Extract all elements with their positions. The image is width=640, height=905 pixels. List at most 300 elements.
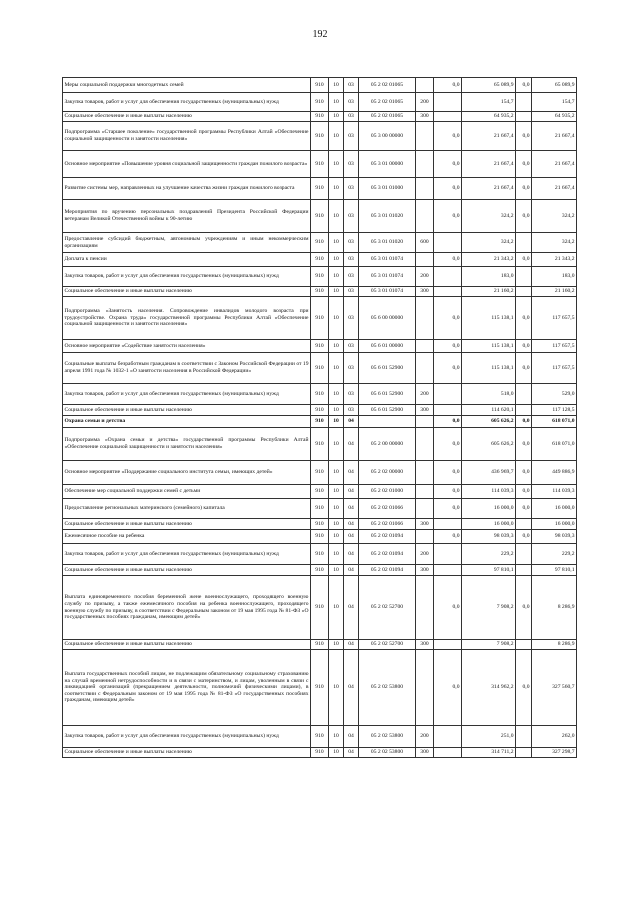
expense-type-code <box>416 353 434 384</box>
amount-3: 0,0 <box>516 178 532 200</box>
amount-4: 21 667,4 <box>532 178 577 200</box>
amount-1: 0,0 <box>434 485 462 499</box>
subsection-code: 03 <box>344 297 359 340</box>
amount-1: 0,0 <box>434 428 462 461</box>
amount-1: 0,0 <box>434 200 462 233</box>
target-article-code: 05 2 02 01066 <box>359 499 416 519</box>
amount-1 <box>434 726 462 748</box>
target-article-code: 05 2 02 01094 <box>359 530 416 544</box>
row-name: Закупка товаров, работ и услуг для обеспечения государственных (муниципальных) нужд <box>63 384 311 405</box>
amount-3 <box>516 287 532 297</box>
amount-2: 7 908,2 <box>462 576 516 640</box>
section-code: 10 <box>329 576 344 640</box>
target-article-code: 05 2 02 01094 <box>359 544 416 565</box>
section-code: 10 <box>329 640 344 650</box>
subsection-code: 04 <box>344 544 359 565</box>
amount-1 <box>434 287 462 297</box>
section-code: 10 <box>329 428 344 461</box>
target-article-code: 05 2 00 00000 <box>359 428 416 461</box>
amount-3 <box>516 233 532 253</box>
amount-2: 154,7 <box>462 93 516 112</box>
subsection-code: 03 <box>344 384 359 405</box>
table-row <box>63 200 577 233</box>
target-article-code: 05 3 01 01074 <box>359 253 416 267</box>
row-name: Выплата единовременного пособия беременной жене военнослужащего, проходящего военную службу по призыву, а также ежемесячного пособия на ребенка военнослужащего, проходящего военную службу по призыву, в соответствии с Федеральным законом от 19 мая 1995 года № 81-ФЗ «О государственных пособиях гражданам, имеющим детей» <box>63 576 311 640</box>
row-name: Закупка товаров, работ и услуг для обеспечения государственных (муниципальных) нужд <box>63 544 311 565</box>
subsection-code: 04 <box>344 485 359 499</box>
ministry-code: 910 <box>311 519 329 530</box>
section-code: 10 <box>329 297 344 340</box>
amount-3 <box>516 519 532 530</box>
amount-3: 0,0 <box>516 78 532 93</box>
section-code: 10 <box>329 544 344 565</box>
target-article-code: 05 3 01 01020 <box>359 233 416 253</box>
amount-3 <box>516 112 532 122</box>
ministry-code: 910 <box>311 122 329 151</box>
amount-3 <box>516 565 532 576</box>
section-code: 10 <box>329 384 344 405</box>
amount-2: 518,0 <box>462 384 516 405</box>
amount-2: 7 908,2 <box>462 640 516 650</box>
table-row <box>63 428 577 461</box>
amount-2: 115 138,1 <box>462 353 516 384</box>
amount-2: 21 667,4 <box>462 178 516 200</box>
amount-3 <box>516 748 532 758</box>
row-name: Социальное обеспечение и иные выплаты населению <box>63 519 311 530</box>
amount-4: 21 343,2 <box>532 253 577 267</box>
amount-1: 0,0 <box>434 178 462 200</box>
amount-4: 8 286,9 <box>532 576 577 640</box>
amount-4: 64 935,2 <box>532 112 577 122</box>
amount-4: 262,0 <box>532 726 577 748</box>
amount-4: 117 657,5 <box>532 353 577 384</box>
table-row <box>63 416 577 428</box>
subsection-code: 03 <box>344 233 359 253</box>
ministry-code: 910 <box>311 93 329 112</box>
ministry-code: 910 <box>311 384 329 405</box>
subsection-code: 04 <box>344 565 359 576</box>
ministry-code: 910 <box>311 112 329 122</box>
table-row <box>63 748 577 758</box>
ministry-code: 910 <box>311 178 329 200</box>
amount-4: 618 071,0 <box>532 428 577 461</box>
table-row <box>63 93 577 112</box>
subsection-code: 04 <box>344 519 359 530</box>
subsection-code: 04 <box>344 461 359 485</box>
expense-type-code: 300 <box>416 640 434 650</box>
amount-3: 0,0 <box>516 428 532 461</box>
section-code: 10 <box>329 178 344 200</box>
row-name: Социальные выплаты безработным гражданам в соответствии с Законом Российской Федерации от 19 апреля 1991 года № 1032-1 «О занятости населения в Российской Федерации» <box>63 353 311 384</box>
subsection-code: 03 <box>344 112 359 122</box>
target-article-code: 05 3 01 01074 <box>359 287 416 297</box>
subsection-code: 04 <box>344 530 359 544</box>
amount-4: 618 071,0 <box>532 416 577 428</box>
row-name: Социальное обеспечение и иные выплаты населению <box>63 565 311 576</box>
amount-3 <box>516 726 532 748</box>
section-code: 10 <box>329 499 344 519</box>
amount-4: 98 039,3 <box>532 530 577 544</box>
section-code: 10 <box>329 650 344 726</box>
target-article-code: 05 3 00 00000 <box>359 122 416 151</box>
expense-type-code <box>416 485 434 499</box>
row-name: Развитие системы мер, направленных на улучшение качества жизни граждан пожилого возраста <box>63 178 311 200</box>
amount-4: 16 000,0 <box>532 499 577 519</box>
ministry-code: 910 <box>311 253 329 267</box>
amount-2: 97 810,1 <box>462 565 516 576</box>
expense-type-code: 300 <box>416 112 434 122</box>
expense-type-code <box>416 650 434 726</box>
amount-3: 0,0 <box>516 253 532 267</box>
row-name: Социальное обеспечение и иные выплаты населению <box>63 748 311 758</box>
amount-4: 117 657,5 <box>532 297 577 340</box>
amount-4: 324,2 <box>532 200 577 233</box>
table-row <box>63 253 577 267</box>
amount-2: 21 160,2 <box>462 287 516 297</box>
ministry-code: 910 <box>311 499 329 519</box>
ministry-code: 910 <box>311 297 329 340</box>
section-code: 10 <box>329 287 344 297</box>
amount-1: 0,0 <box>434 650 462 726</box>
amount-1: 0,0 <box>434 151 462 178</box>
amount-2: 314 711,2 <box>462 748 516 758</box>
amount-4: 449 886,9 <box>532 461 577 485</box>
amount-3 <box>516 384 532 405</box>
expense-type-code: 600 <box>416 233 434 253</box>
subsection-code: 04 <box>344 726 359 748</box>
ministry-code: 910 <box>311 544 329 565</box>
page-number: 192 <box>312 29 328 40</box>
ministry-code: 910 <box>311 78 329 93</box>
amount-3: 0,0 <box>516 576 532 640</box>
amount-3: 0,0 <box>516 650 532 726</box>
expense-type-code: 200 <box>416 726 434 748</box>
expense-type-code: 200 <box>416 544 434 565</box>
row-name: Предоставление региональных материнского (семейного) капитала <box>63 499 311 519</box>
table-row <box>63 287 577 297</box>
target-article-code: 05 3 01 01000 <box>359 178 416 200</box>
amount-1 <box>434 405 462 416</box>
amount-2: 115 138,1 <box>462 340 516 353</box>
target-article-code: 05 3 01 00000 <box>359 151 416 178</box>
row-name: Социальное обеспечение и иные выплаты населению <box>63 405 311 416</box>
section-code: 10 <box>329 253 344 267</box>
section-code: 10 <box>329 78 344 93</box>
expense-type-code <box>416 200 434 233</box>
amount-1: 0,0 <box>434 122 462 151</box>
expense-type-code <box>416 428 434 461</box>
target-article-code: 05 2 02 01000 <box>359 485 416 499</box>
ministry-code: 910 <box>311 200 329 233</box>
ministry-code: 910 <box>311 640 329 650</box>
ministry-code: 910 <box>311 461 329 485</box>
amount-3: 0,0 <box>516 340 532 353</box>
amount-4: 8 286,9 <box>532 640 577 650</box>
amount-1 <box>434 267 462 287</box>
amount-1: 0,0 <box>434 353 462 384</box>
table-row <box>63 353 577 384</box>
amount-1: 0,0 <box>434 340 462 353</box>
table-row <box>63 565 577 576</box>
row-name: Охрана семьи и детства <box>63 416 311 428</box>
amount-4: 154,7 <box>532 93 577 112</box>
row-name: Меры социальной поддержки многодетных семей <box>63 78 311 93</box>
expense-type-code: 200 <box>416 267 434 287</box>
amount-3 <box>516 93 532 112</box>
section-code: 10 <box>329 340 344 353</box>
amount-4: 229,2 <box>532 544 577 565</box>
row-name: Основное мероприятие «Повышение уровня социальной защищенности граждан пожилого возраста» <box>63 151 311 178</box>
amount-3: 0,0 <box>516 530 532 544</box>
table-row <box>63 340 577 353</box>
amount-1 <box>434 519 462 530</box>
row-name: Закупка товаров, работ и услуг для обеспечения государственных (муниципальных) нужд <box>63 267 311 287</box>
amount-4: 324,2 <box>532 233 577 253</box>
ministry-code: 910 <box>311 340 329 353</box>
section-code: 10 <box>329 267 344 287</box>
ministry-code: 910 <box>311 287 329 297</box>
amount-3: 0,0 <box>516 499 532 519</box>
expense-type-code <box>416 122 434 151</box>
amount-2: 21 667,4 <box>462 122 516 151</box>
ministry-code: 910 <box>311 726 329 748</box>
subsection-code: 03 <box>344 353 359 384</box>
table-row <box>63 544 577 565</box>
row-name: Социальное обеспечение и иные выплаты населению <box>63 640 311 650</box>
amount-2: 324,2 <box>462 233 516 253</box>
amount-1 <box>434 233 462 253</box>
amount-2: 324,2 <box>462 200 516 233</box>
amount-4: 21 667,4 <box>532 122 577 151</box>
table-row <box>63 297 577 340</box>
table-row <box>63 405 577 416</box>
amount-2: 605 626,2 <box>462 416 516 428</box>
section-code: 10 <box>329 93 344 112</box>
table-body <box>63 78 577 758</box>
amount-4: 65 089,9 <box>532 78 577 93</box>
row-name: Обеспечение мер социальной поддержки семей с детьми <box>63 485 311 499</box>
target-article-code: 05 6 01 52900 <box>359 405 416 416</box>
amount-2: 229,2 <box>462 544 516 565</box>
subsection-code: 03 <box>344 340 359 353</box>
amount-1 <box>434 112 462 122</box>
section-code: 10 <box>329 485 344 499</box>
expense-type-code <box>416 151 434 178</box>
section-code: 10 <box>329 405 344 416</box>
subsection-code: 04 <box>344 416 359 428</box>
expense-type-code <box>416 178 434 200</box>
amount-2: 16 000,0 <box>462 499 516 519</box>
amount-2: 115 138,1 <box>462 297 516 340</box>
subsection-code: 04 <box>344 640 359 650</box>
expense-type-code <box>416 576 434 640</box>
amount-1: 0,0 <box>434 297 462 340</box>
amount-2: 114 620,1 <box>462 405 516 416</box>
subsection-code: 04 <box>344 499 359 519</box>
ministry-code: 910 <box>311 428 329 461</box>
amount-4: 327 560,7 <box>532 650 577 726</box>
ministry-code: 910 <box>311 405 329 416</box>
table-row <box>63 233 577 253</box>
table-row <box>63 78 577 93</box>
expense-type-code: 300 <box>416 748 434 758</box>
ministry-code: 910 <box>311 650 329 726</box>
section-code: 10 <box>329 748 344 758</box>
subsection-code: 03 <box>344 253 359 267</box>
expense-type-code: 200 <box>416 93 434 112</box>
row-name: Основное мероприятие «Поддержание социального института семьи, имеющих детей» <box>63 461 311 485</box>
ministry-code: 910 <box>311 233 329 253</box>
table-row <box>63 267 577 287</box>
section-code: 10 <box>329 461 344 485</box>
table-row <box>63 151 577 178</box>
amount-1 <box>434 384 462 405</box>
table-row <box>63 726 577 748</box>
section-code: 10 <box>329 122 344 151</box>
amount-2: 98 039,3 <box>462 530 516 544</box>
ministry-code: 910 <box>311 267 329 287</box>
amount-3 <box>516 640 532 650</box>
amount-4: 21 667,4 <box>532 151 577 178</box>
amount-2: 65 089,9 <box>462 78 516 93</box>
ministry-code: 910 <box>311 485 329 499</box>
subsection-code: 03 <box>344 405 359 416</box>
expense-type-code <box>416 253 434 267</box>
amount-3 <box>516 405 532 416</box>
subsection-code: 03 <box>344 151 359 178</box>
row-name: Закупка товаров, работ и услуг для обеспечения государственных (муниципальных) нужд <box>63 93 311 112</box>
row-name: Ежемесячное пособие на ребенка <box>63 530 311 544</box>
amount-4: 327 298,7 <box>532 748 577 758</box>
amount-3: 0,0 <box>516 416 532 428</box>
target-article-code: 05 2 02 52700 <box>359 576 416 640</box>
amount-2: 16 000,0 <box>462 519 516 530</box>
amount-4: 529,0 <box>532 384 577 405</box>
ministry-code: 910 <box>311 530 329 544</box>
table-row <box>63 530 577 544</box>
amount-2: 251,0 <box>462 726 516 748</box>
subsection-code: 03 <box>344 178 359 200</box>
row-name: Социальное обеспечение и иные выплаты населению <box>63 112 311 122</box>
target-article-code: 05 6 01 52900 <box>359 384 416 405</box>
amount-2: 114 039,3 <box>462 485 516 499</box>
table-row <box>63 576 577 640</box>
expense-type-code: 300 <box>416 519 434 530</box>
ministry-code: 910 <box>311 576 329 640</box>
row-name: Доплата к пенсии <box>63 253 311 267</box>
table-row <box>63 640 577 650</box>
amount-1 <box>434 748 462 758</box>
target-article-code: 05 6 00 00000 <box>359 297 416 340</box>
target-article-code: 05 3 01 01074 <box>359 267 416 287</box>
target-article-code: 05 2 02 01066 <box>359 519 416 530</box>
expense-type-code <box>416 416 434 428</box>
subsection-code: 03 <box>344 93 359 112</box>
target-article-code: 05 2 02 53800 <box>359 748 416 758</box>
amount-1 <box>434 93 462 112</box>
amount-3: 0,0 <box>516 297 532 340</box>
table-row <box>63 461 577 485</box>
expense-type-code <box>416 499 434 519</box>
amount-3: 0,0 <box>516 485 532 499</box>
amount-1 <box>434 640 462 650</box>
budget-table <box>62 77 577 758</box>
subsection-code: 03 <box>344 78 359 93</box>
row-name: Предоставление субсидий бюджетным, автономным учреждениям и иным некоммерческим организациям <box>63 233 311 253</box>
section-code: 10 <box>329 151 344 178</box>
amount-4: 97 810,1 <box>532 565 577 576</box>
table-row <box>63 178 577 200</box>
ministry-code: 910 <box>311 565 329 576</box>
subsection-code: 03 <box>344 267 359 287</box>
subsection-code: 04 <box>344 576 359 640</box>
target-article-code: 05 6 01 52900 <box>359 353 416 384</box>
subsection-code: 03 <box>344 200 359 233</box>
section-code: 10 <box>329 200 344 233</box>
amount-4: 114 039,3 <box>532 485 577 499</box>
subsection-code: 03 <box>344 122 359 151</box>
table-row <box>63 485 577 499</box>
row-name: Подпрограмма «Занятость населения. Сопровождение инвалидов молодого возраста при трудоустройстве. Охрана труда» государственной программы Республики Алтай «Обеспечение социальной защищенности и занятости населения» <box>63 297 311 340</box>
amount-2: 183,0 <box>462 267 516 287</box>
amount-1 <box>434 565 462 576</box>
target-article-code <box>359 416 416 428</box>
section-code: 10 <box>329 112 344 122</box>
amount-3: 0,0 <box>516 122 532 151</box>
row-name: Основное мероприятие «Содействие занятости населения» <box>63 340 311 353</box>
amount-3 <box>516 544 532 565</box>
target-article-code: 05 2 02 01065 <box>359 78 416 93</box>
amount-3: 0,0 <box>516 151 532 178</box>
target-article-code: 05 2 02 53800 <box>359 726 416 748</box>
amount-3: 0,0 <box>516 353 532 384</box>
amount-2: 21 343,2 <box>462 253 516 267</box>
amount-3: 0,0 <box>516 200 532 233</box>
section-code: 10 <box>329 416 344 428</box>
row-name: Закупка товаров, работ и услуг для обеспечения государственных (муниципальных) нужд <box>63 726 311 748</box>
row-name: Мероприятия по вручению персональных поздравлений Президента Российской Федерации ветеранам Великой Отечественной войны к 90-летию <box>63 200 311 233</box>
amount-2: 64 935,2 <box>462 112 516 122</box>
target-article-code: 05 2 02 01094 <box>359 565 416 576</box>
amount-3: 0,0 <box>516 461 532 485</box>
section-code: 10 <box>329 519 344 530</box>
amount-1: 0,0 <box>434 461 462 485</box>
target-article-code: 05 6 01 00000 <box>359 340 416 353</box>
target-article-code: 05 2 02 52700 <box>359 640 416 650</box>
amount-4: 183,0 <box>532 267 577 287</box>
section-code: 10 <box>329 530 344 544</box>
target-article-code: 05 2 02 01065 <box>359 93 416 112</box>
subsection-code: 04 <box>344 428 359 461</box>
section-code: 10 <box>329 726 344 748</box>
amount-1: 0,0 <box>434 78 462 93</box>
target-article-code: 05 2 02 00000 <box>359 461 416 485</box>
table-row <box>63 519 577 530</box>
target-article-code: 05 2 02 53800 <box>359 650 416 726</box>
amount-4: 117 657,5 <box>532 340 577 353</box>
amount-4: 117 128,5 <box>532 405 577 416</box>
expense-type-code: 300 <box>416 405 434 416</box>
table-row <box>63 384 577 405</box>
subsection-code: 04 <box>344 650 359 726</box>
section-code: 10 <box>329 565 344 576</box>
amount-1: 0,0 <box>434 530 462 544</box>
amount-1: 0,0 <box>434 253 462 267</box>
amount-2: 436 969,7 <box>462 461 516 485</box>
ministry-code: 910 <box>311 151 329 178</box>
row-name: Подпрограмма «Старшее поколение» государственной программы Республики Алтай «Обеспечение социальной защищенности и занятости населения» <box>63 122 311 151</box>
ministry-code: 910 <box>311 416 329 428</box>
